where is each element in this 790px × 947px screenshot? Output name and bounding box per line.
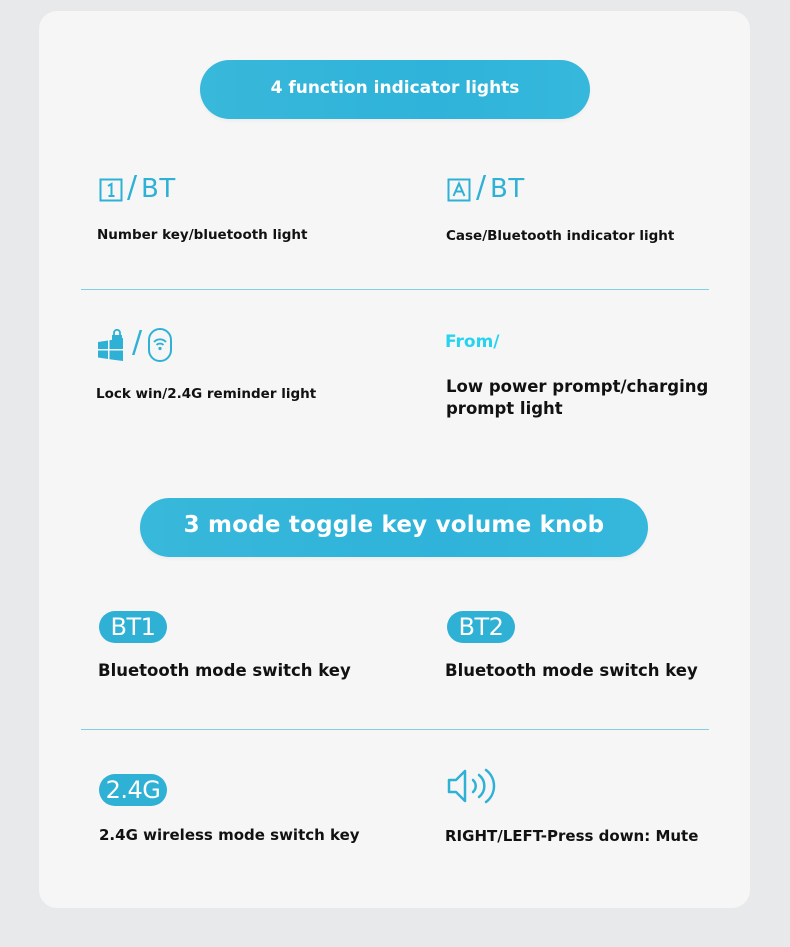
number-key-bt-icon-group (97, 170, 297, 208)
divider (81, 289, 709, 290)
bt-text: BT (490, 174, 525, 204)
case-a-icon (447, 178, 471, 202)
case-bt-icon-group (446, 170, 646, 208)
bt2-badge: BT2 (447, 611, 515, 643)
slash-separator: / (127, 170, 138, 205)
from-text: From/ (445, 332, 500, 352)
bt1-label: Bluetooth mode switch key (98, 661, 351, 680)
case-bluetooth-label: Case/Bluetooth indicator light (446, 228, 675, 244)
feature-card (39, 11, 750, 908)
wireless-24g-label: 2.4G wireless mode switch key (99, 826, 360, 844)
low-power-label-line1: Low power prompt/charging (446, 377, 709, 396)
slash-separator: / (476, 170, 487, 205)
lock-win-icon-group (97, 327, 297, 367)
divider (81, 729, 709, 730)
bt2-label: Bluetooth mode switch key (445, 661, 698, 680)
volume-label: RIGHT/LEFT-Press down: Mute (445, 827, 699, 845)
low-power-label-line2: prompt light (446, 399, 563, 418)
bt1-badge: BT1 (99, 611, 167, 643)
number-key-1-icon (99, 178, 123, 202)
slash-separator: / (132, 325, 143, 360)
speaker-volume-icon (446, 766, 498, 806)
wireless-24g-badge: 2.4G (99, 774, 167, 806)
section-title-indicator-lights: 4 function indicator lights (200, 60, 590, 119)
lock-win-label: Lock win/2.4G reminder light (96, 386, 317, 402)
windows-lock-icon (97, 329, 125, 361)
wireless-24g-icon (147, 328, 173, 362)
number-key-bluetooth-label: Number key/bluetooth light (97, 227, 308, 243)
section-title-mode-toggle: 3 mode toggle key volume knob (140, 498, 648, 557)
bt-text: BT (141, 174, 176, 204)
